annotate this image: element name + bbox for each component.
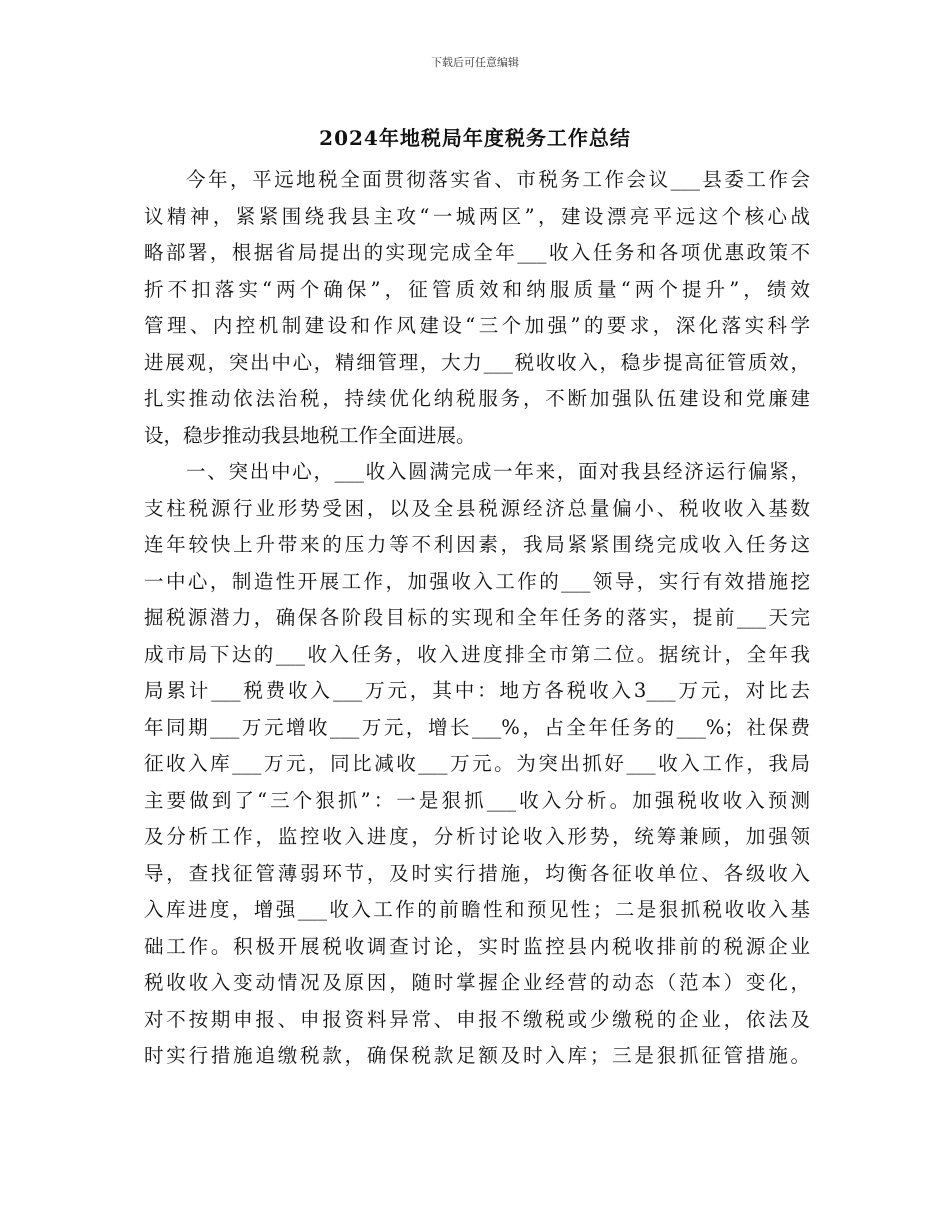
text-line: 掘税源潜力，确保各阶段目标的实现和全年任务的落实，提前___天完 [144,606,810,629]
paragraph-2 [144,454,810,1075]
text-line: 时实行措施追缴税款，确保税款足额及时入库；三是狠抓征管措施。 [144,1044,810,1067]
document-body [144,162,810,1075]
text-line: 支柱税源行业形势受困，以及全县税源经济总量偏小、税收收入基数 [144,496,810,520]
text-line: 进展观，突出中心，精细管理，大力___税收收入，稳步提高征管质效， [144,350,810,374]
text-line: 略部署，根据省局提出的实现完成全年___收入任务和各项优惠政策不 [144,241,810,264]
text-line: 局累计___税费收入___万元，其中：地方各税收入3___万元，对比去 [144,679,810,702]
text-line: 主要做到了“三个狠抓”：一是狠抓___收入分析。加强税收收入预测 [144,788,810,812]
text-line: 征收入库___万元，同比减收___万元。为突出抓好___收入工作，我局 [144,752,810,775]
text-line: 成市局下达的___收入任务，收入进度排全市第二位。据统计，全年我 [144,642,810,666]
text-line: 一中心，制造性开展工作，加强收入工作的___领导，实行有效措施挖 [144,569,810,593]
text-line: 管理、内控机制建设和作风建设“三个加强”的要求，深化落实科学 [144,314,810,337]
text-line: 连年较快上升带来的压力等不利因素，我局紧紧围绕完成收入任务这 [144,533,810,556]
header-note: 下载后可任意编辑 [431,56,519,69]
text-line: 折不扣落实“两个确保”，征管质效和纳服质量“两个提升”，绩效 [144,277,810,301]
text-line: 对不按期申报、申报资料异常、申报不缴税或少缴税的企业，依法及 [144,1007,810,1031]
text-line: 及分析工作，监控收入进度，分析讨论收入形势，统筹兼顾，加强领 [144,825,810,848]
text-line: 年同期___万元增收___万元，增长___%，占全年任务的___%；社保费 [144,715,810,739]
text-line: 扎实推动依法治税，持续优化纳税服务，不断加强队伍建设和党廉建 [144,387,810,410]
text-line: 入库进度，增强___收入工作的前瞻性和预见性；二是狠抓税收收入基 [144,898,810,921]
text-line: 导，查找征管薄弱环节，及时实行措施，均衡各征收单位、各级收入 [144,861,810,885]
text-line: 础工作。积极开展税收调查讨论，实时监控县内税收排前的税源企业 [144,934,810,958]
text-line: 今年，平远地税全面贯彻落实省、市税务工作会议___县委工作会 [186,168,810,191]
paragraph-1 [144,162,810,454]
text-line: 一、突出中心，___收入圆满完成一年来，面对我县经济运行偏紧， [186,460,810,483]
text-line: 税收收入变动情况及原因，随时掌握企业经营的动态（范本）变化， [144,971,810,994]
text-line: 议精神，紧紧围绕我县主攻“一城两区”，建设漂亮平远这个核心战 [144,204,810,228]
document-title: 2024年地税局年度税务工作总结 [319,126,631,150]
text-line: 设，稳步推动我县地税工作全面进展。 [144,423,476,447]
